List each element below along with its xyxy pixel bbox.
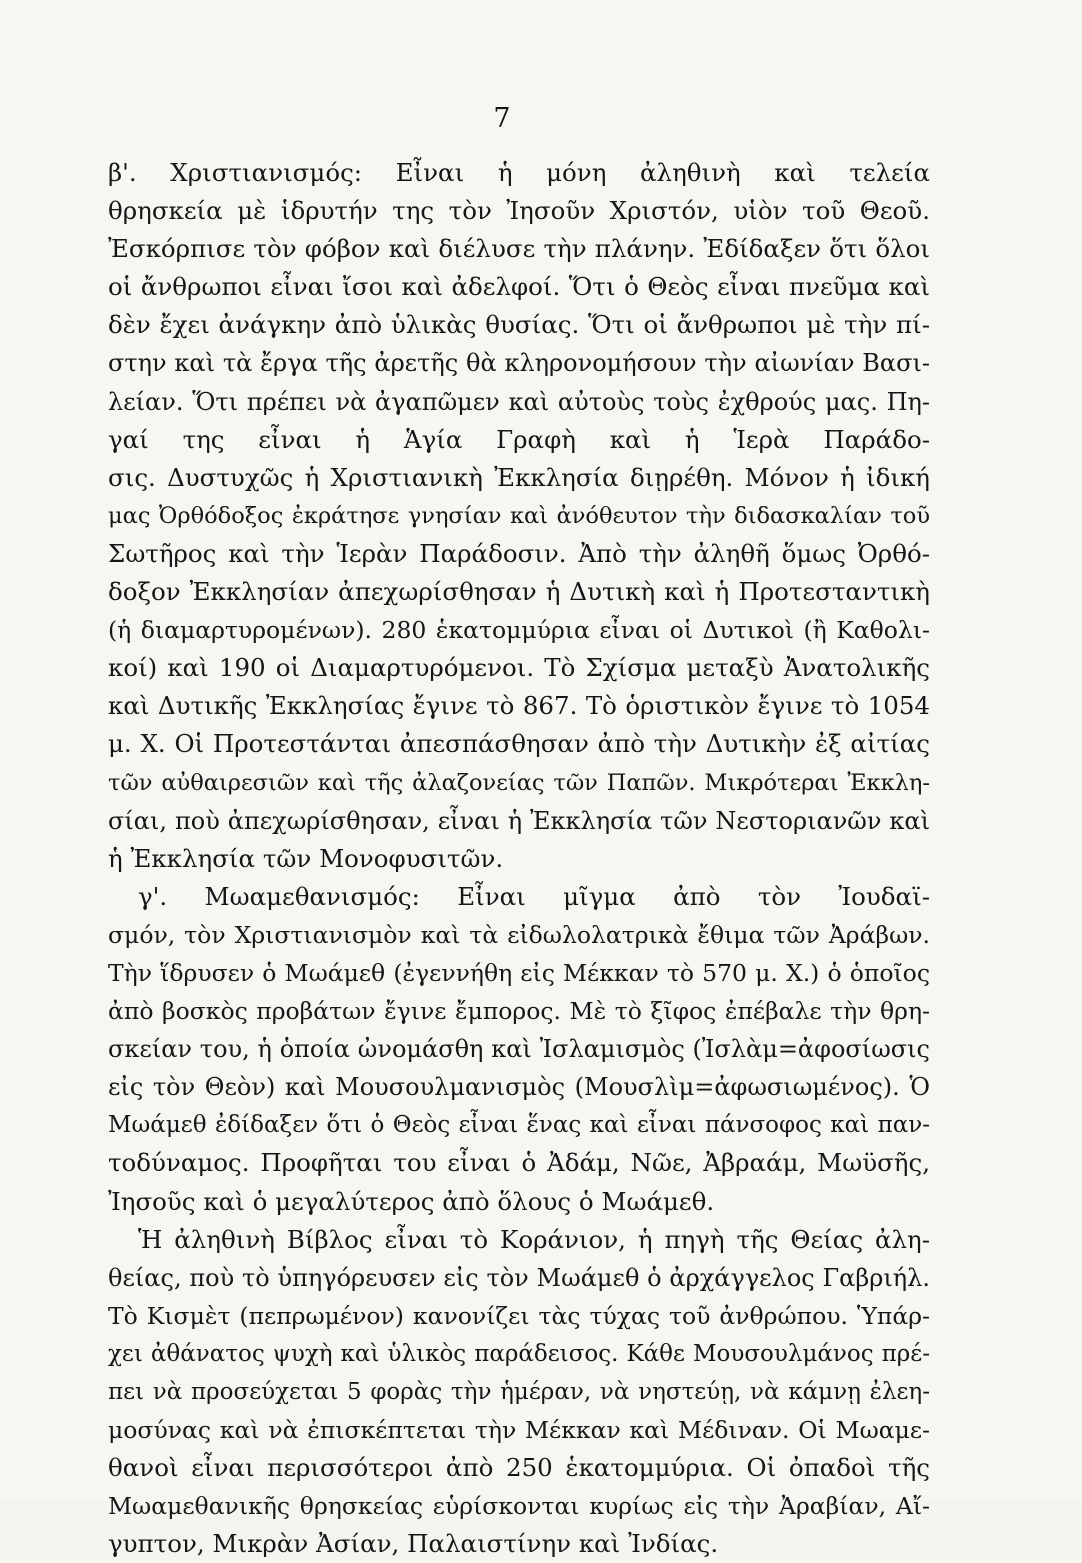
text-line: θανοὶ εἶναι περισσότεροι ἀπὸ 250 ἑκατομμύρια. Οἱ ὀπαδοὶ τῆς <box>108 1453 930 1483</box>
text-line: Μωάμεθ ἐδίδαξεν ὅτι ὁ Θεὸς εἶναι ἕνας καὶ εἶναι πάνσοφος καὶ παν- <box>108 1112 930 1139</box>
text-line: Τὴν ἵδρυσεν ὁ Μωάμεθ (ἐγεννήθη εἰς Μέκκαν τὸ 570 μ. Χ.) ὁ ὁποῖος <box>108 958 930 987</box>
text-line: τοδύναμος. Προφῆται του εἶναι ὁ Ἀδάμ, Νῶε, Ἀβραάμ, Μωϋσῆς, <box>108 1148 930 1178</box>
text-line: χει ἀθάνατος ψυχὴ καὶ ὑλικὸς παράδεισος. Κάθε Μουσουλμάνος πρέ- <box>108 1340 930 1367</box>
text-line: σις. Δυστυχῶς ἡ Χριστιανικὴ Ἐκκλησία διῃρέθη. Μόνον ἡ ἰδική <box>108 462 930 492</box>
text-line: εἰς τὸν Θεὸν) καὶ Μουσουλμανισμὸς (Μουσλὶμ=ἀφωσιωμένος). Ὁ <box>108 1073 930 1102</box>
text-line: θρησκεία μὲ ἱδρυτήν της τὸν Ἰησοῦν Χριστόν, υἱὸν τοῦ Θεοῦ. <box>108 196 930 226</box>
text-line: σίαι, ποὺ ἀπεχωρίσθησαν, εἶναι ἡ Ἐκκλησία τῶν Νεστοριανῶν καὶ <box>108 806 930 835</box>
text-line: μας Ὀρθόδοξος ἐκράτησε γνησίαν καὶ ἀνόθευτον τὴν διδασκαλίαν τοῦ <box>108 502 930 529</box>
text-line: μ. Χ. Οἱ Προτεστάνται ἀπεσπάσθησαν ἀπὸ τὴν Δυτικὴν ἐξ αἰτίας <box>108 729 930 759</box>
text-line: μοσύνας καὶ νὰ ἐπισκέπτεται τὴν Μέκκαν καὶ Μέδιναν. Οἱ Μωαμε- <box>108 1416 930 1445</box>
page-number: 7 <box>493 103 511 134</box>
text-line: κοί) καὶ 190 οἱ Διαμαρτυρόμενοι. Τὸ Σχίσμα μεταξὺ Ἀνατολικῆς <box>108 653 930 683</box>
text-line: Σωτῆρος καὶ τὴν Ἱερὰν Παράδοσιν. Ἀπὸ τὴν ἀληθῆ ὅμως Ὀρθό- <box>108 538 930 568</box>
text-line: β'. Χριστιανισμός: Εἶναι ἡ μόνη ἀληθινὴ καὶ τελεία <box>108 158 930 187</box>
text-line: Ἰησοῦς καὶ ὁ μεγαλύτερος ἀπὸ ὅλους ὁ Μωάμεθ. <box>108 1186 715 1216</box>
text-line: (ἡ διαμαρτυρομένων). 280 ἑκατομμύρια εἶναι οἱ Δυτικοὶ (ἢ Καθολι- <box>108 616 930 645</box>
text-line: δὲν ἔχει ἀνάγκην ἀπὸ ὑλικὰς θυσίας. Ὅτι οἱ ἄνθρωποι μὲ τὴν πί- <box>108 310 930 340</box>
text-line: Ἐσκόρπισε τὸν φόβον καὶ διέλυσε τὴν πλάνην. Ἐδίδαξεν ὅτι ὅλοι <box>108 234 930 264</box>
text-line: οἱ ἄνθρωποι εἶναι ἴσοι καὶ ἀδελφοί. Ὅτι ὁ Θεὸς εἶναι πνεῦμα καὶ <box>108 272 930 302</box>
text-line: δοξον Ἐκκλησίαν ἀπεχωρίσθησαν ἡ Δυτικὴ καὶ ἡ Προτεσταντικὴ <box>108 577 930 607</box>
body-text <box>108 154 930 1563</box>
text-line: πει νὰ προσεύχεται 5 φορὰς τὴν ἡμέραν, νὰ νηστεύῃ, νὰ κάμνῃ ἐλεη- <box>108 1379 930 1405</box>
text-line: Μωαμεθανικῆς θρησκείας εὑρίσκονται κυρίως εἰς τὴν Ἀραβίαν, Αἴ- <box>108 1492 930 1521</box>
text-line: σμόν, τὸν Χριστιανισμὸν καὶ τὰ εἰδωλολατρικὰ ἔθιμα τῶν Ἀράβων. <box>108 920 930 949</box>
text-line: Ἡ ἀληθινὴ Βίβλος εἶναι τὸ Κοράνιον, ἡ πηγὴ τῆς Θείας ἀλη- <box>138 1224 930 1254</box>
text-line: θείας, ποὺ τὸ ὑπηγόρευσεν εἰς τὸν Μωάμεθ ὁ ἀρχάγγελος Γαβριήλ. <box>108 1263 930 1292</box>
text-line: γ'. Μωαμεθανισμός: Εἶναι μῖγμα ἀπὸ τὸν Ἰουδαϊ- <box>138 881 930 911</box>
text-line: καὶ Δυτικῆς Ἐκκλησίας ἔγινε τὸ 867. Τὸ ὁριστικὸν ἔγινε τὸ 1054 <box>108 691 930 721</box>
text-line: λείαν. Ὅτι πρέπει νὰ ἀγαπῶμεν καὶ αὐτοὺς τοὺς ἐχθρούς μας. Πη- <box>108 387 930 416</box>
text-line: τῶν αὐθαιρεσιῶν καὶ τῆς ἀλαζονείας τῶν Παπῶν. Μικρότεραι Ἐκκλη- <box>108 769 930 796</box>
text-line: ἀπὸ βοσκὸς προβάτων ἔγινε ἔμπορος. Μὲ τὸ ξῖφος ἐπέβαλε τὴν θρη- <box>108 997 930 1026</box>
text-line: γαί της εἶναι ἡ Ἁγία Γραφὴ καὶ ἡ Ἱερὰ Παράδο- <box>108 424 930 454</box>
text-line: ἡ Ἐκκλησία τῶν Μονοφυσιτῶν. <box>108 843 504 873</box>
text-line: στην καὶ τὰ ἔργα τῆς ἀρετῆς θὰ κληρονομήσουν τὴν αἰωνίαν Βασι- <box>108 349 930 378</box>
text-line: Τὸ Κισμὲτ (πεπρωμένον) κανονίζει τὰς τύχας τοῦ ἀνθρώπου. Ὑπάρ- <box>108 1301 930 1330</box>
text-line: γυπτον, Μικρὰν Ἀσίαν, Παλαιστίνην καὶ Ἰνδίας. <box>108 1529 719 1559</box>
text-line: σκείαν του, ἡ ὁποία ὠνομάσθη καὶ Ἰσλαμισμὸς (Ἰσλὰμ=ἀφοσίωσις <box>108 1035 930 1064</box>
